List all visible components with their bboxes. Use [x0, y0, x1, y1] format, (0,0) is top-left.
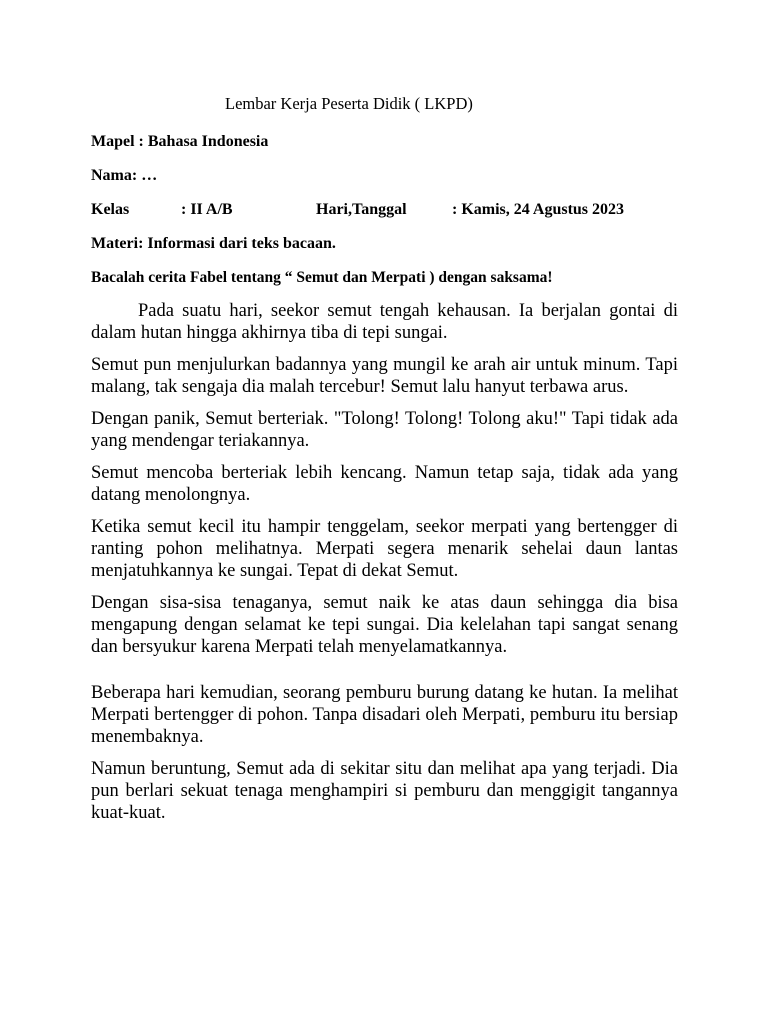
story-paragraph: Dengan panik, Semut berteriak. "Tolong! Tolong! Tolong aku!" Tapi tidak ada yang mendengar teriakannya. [91, 409, 678, 451]
date-label: Hari,Tanggal [316, 201, 407, 218]
worksheet-page [91, 94, 678, 834]
class-label: Kelas [91, 201, 130, 218]
date-value: : Kamis, 24 Agustus 2023 [452, 201, 625, 218]
worksheet-title: Lembar Kerja Peserta Didik ( LKPD) [225, 94, 473, 113]
reading-instruction: Bacalah cerita Fabel tentang “ Semut dan Merpati ) dengan saksama! [91, 269, 553, 286]
class-date-row [91, 200, 678, 220]
class-value: : II A/B [181, 201, 233, 218]
story-paragraph: Semut mencoba berteriak lebih kencang. Namun tetap saja, tidak ada yang datang menolongnya. [91, 463, 678, 505]
story-paragraph: Dengan sisa-sisa tenaganya, semut naik ke atas daun sehingga dia bisa mengapung dengan selamat ke tepi sungai. Dia kelelahan tapi sangat senang dan bersyukur karena Merpati telah menyelamatkannya. [91, 593, 678, 657]
story-paragraph: Namun beruntung, Semut ada di sekitar situ dan melihat apa yang terjadi. Dia pun berlari sekuat tenaga menghampiri si pemburu dan menggigit tangannya kuat-kuat. [91, 759, 678, 823]
story-paragraph: Semut pun menjulurkan badannya yang mungil ke arah air untuk minum. Tapi malang, tak sengaja dia malah tercebur! Semut lalu hanyut terbawa arus. [91, 355, 678, 397]
subject-line: Mapel : Bahasa Indonesia [91, 133, 269, 150]
story-paragraph: Beberapa hari kemudian, seorang pemburu burung datang ke hutan. Ia melihat Merpati bertengger di pohon. Tanpa disadari oleh Merpati, pemburu itu bersiap menembaknya. [91, 683, 678, 747]
story-paragraph: Ketika semut kecil itu hampir tenggelam, seekor merpati yang bertengger di ranting pohon melihatnya. Merpati segera menarik sehelai daun lantas menjatuhkannya ke sungai. Tepat di dekat Semut. [91, 517, 678, 581]
name-line: Nama: … [91, 167, 158, 184]
material-line: Materi: Informasi dari teks bacaan. [91, 235, 336, 252]
story-paragraph: Pada suatu hari, seekor semut tengah kehausan. Ia berjalan gontai di dalam hutan hingga akhirnya tiba di tepi sungai. [91, 301, 678, 343]
